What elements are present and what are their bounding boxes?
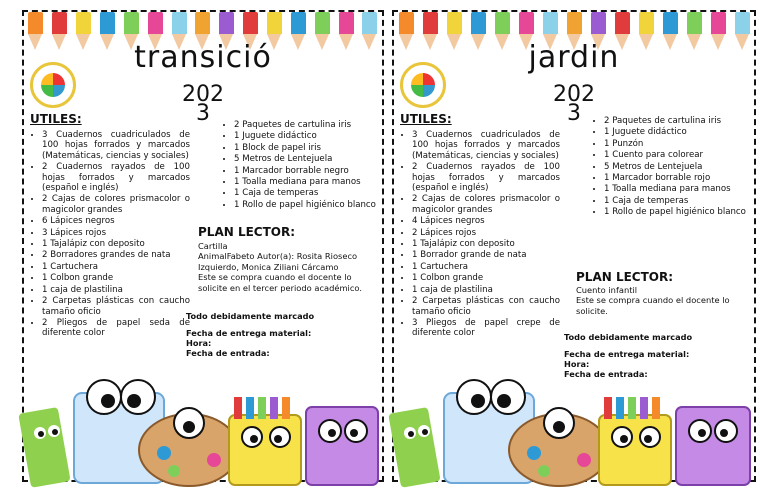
supply-item: • 5 Metros de Lentejuela — [234, 154, 394, 164]
supply-item: • 1 Marcador borrable negro — [234, 166, 394, 176]
entry-date-label: Fecha de entrada: — [186, 348, 270, 358]
marked-note: Todo debidamente marcado — [564, 332, 693, 342]
supply-item: • 2 Pliegos de papel seda de diferente color — [42, 318, 190, 339]
plan-lector-line: Cartilla — [198, 241, 228, 251]
supply-item: • 1 Tajalápiz con deposito — [42, 239, 190, 249]
utiles-heading: UTILES: — [30, 112, 82, 126]
supply-list-transicion — [22, 10, 384, 482]
year-label: 202 3 — [553, 82, 595, 126]
supply-item: • 1 Colbon grande — [42, 273, 190, 283]
supply-item: • 2 Paquetes de cartulina iris — [604, 116, 764, 126]
supply-list-column-2 — [592, 116, 764, 219]
supply-item: • 1 Toalla mediana para manos — [604, 184, 764, 194]
utiles-heading: UTILES: — [400, 112, 452, 126]
supply-item: • 1 Punzón — [604, 139, 764, 149]
plan-lector-line: Izquierdo, Monica Ziliani Cárcamo — [198, 261, 339, 272]
supply-item: • 1 Caja de temperas — [604, 196, 764, 206]
supply-item: • 6 Lápices negros — [42, 216, 190, 226]
supply-item: • 2 Lápices rojos — [412, 228, 560, 238]
supply-list-column-2 — [222, 120, 394, 211]
plan-lector-line: solicite en el tercer periodo académico. — [198, 282, 362, 293]
plan-lector-text — [198, 241, 382, 293]
supply-item: • 4 Lápices negros — [412, 216, 560, 226]
supply-item: • 3 Pliegos de papel crepe de diferente color — [412, 318, 560, 339]
supply-item: • 1 Block de papel iris — [234, 143, 394, 153]
supply-item: • 2 Cuadernos rayados de 100 hojas forrados y marcados (español e inglés) — [42, 162, 190, 193]
supply-item: • 1 caja de plastilina — [42, 285, 190, 295]
supply-item: • 2 Cuadernos rayados de 100 hojas forrados y marcados (español e inglés) — [412, 162, 560, 193]
supply-item: • 1 Juguete didáctico — [604, 127, 764, 137]
supply-item: • 1 Juguete didáctico — [234, 131, 394, 141]
plan-lector-line: Este se compra cuando el docente lo — [576, 295, 730, 306]
supply-item: • 1 Rollo de papel higiénico blanco — [234, 200, 394, 210]
supply-item: • 1 Marcador borrable rojo — [604, 173, 764, 183]
delivery-date-label: Fecha de entrega material: — [186, 328, 312, 338]
grade-title: transició — [134, 40, 272, 75]
delivery-date-label: Fecha de entrega material: — [564, 349, 690, 359]
supply-list-column-1 — [400, 130, 560, 340]
marked-note: Todo debidamente marcado — [186, 311, 315, 321]
supply-item: • 1 Caja de temperas — [234, 188, 394, 198]
supply-item: • 3 Cuadernos cuadriculados de 100 hojas forrados y marcados (Matemáticas, ciencias y sociales) — [42, 130, 190, 161]
supply-item: • 2 Cajas de colores prismacolor o magicolor grandes — [412, 194, 560, 215]
supply-item: • 2 Carpetas plásticas con caucho tamaño oficio — [412, 296, 560, 317]
hour-label: Hora: — [564, 359, 590, 369]
grade-title: jardin — [528, 40, 620, 75]
supply-item: • 1 Cuento para colorear — [604, 150, 764, 160]
plan-lector-heading: PLAN LECTOR: — [198, 225, 296, 239]
plan-lector-text — [576, 285, 752, 316]
supply-item: • 1 Colbon grande — [412, 273, 560, 283]
supply-item: • 1 Rollo de papel higiénico blanco — [604, 207, 764, 217]
supply-item: • 2 Cajas de colores prismacolor o magicolor grandes — [42, 194, 190, 215]
school-supplies-illustration — [24, 375, 382, 480]
entry-date-label: Fecha de entrada: — [564, 369, 648, 379]
supply-list-jardin — [392, 10, 756, 482]
hour-label: Hora: — [186, 338, 212, 348]
supply-item: • 1 Toalla mediana para manos — [234, 177, 394, 187]
supply-item: • 5 Metros de Lentejuela — [604, 162, 764, 172]
year-label: 202 3 — [182, 82, 224, 126]
plan-lector-line: AnimalFabeto Autor(a): Rosita Rioseco — [198, 251, 358, 262]
supply-list-column-1 — [30, 130, 190, 340]
supply-item: • 1 caja de plastilina — [412, 285, 560, 295]
plan-lector-heading: PLAN LECTOR: — [576, 270, 674, 284]
supply-item: • 2 Carpetas plásticas con caucho tamaño oficio — [42, 296, 190, 317]
supply-item: • 2 Paquetes de cartulina iris — [234, 120, 394, 130]
supply-item: • 1 Borrador grande de nata — [412, 250, 560, 260]
supply-item: • 1 Cartuchera — [42, 262, 190, 272]
supply-item: • 2 Borradores grandes de nata — [42, 250, 190, 260]
plan-lector-line: Este se compra cuando el docente lo — [198, 272, 352, 283]
supply-item: • 1 Cartuchera — [412, 262, 560, 272]
plan-lector-line: solicite. — [576, 305, 608, 316]
supply-item: • 1 Tajalápiz con deposito — [412, 239, 560, 249]
school-supplies-illustration — [394, 375, 754, 480]
plan-lector-line: Cuento infantil — [576, 285, 638, 295]
supply-item: • 3 Lápices rojos — [42, 228, 190, 238]
supply-item: • 3 Cuadernos cuadriculados de 100 hojas forrados y marcados (Matemáticas, ciencias y sociales) — [412, 130, 560, 161]
